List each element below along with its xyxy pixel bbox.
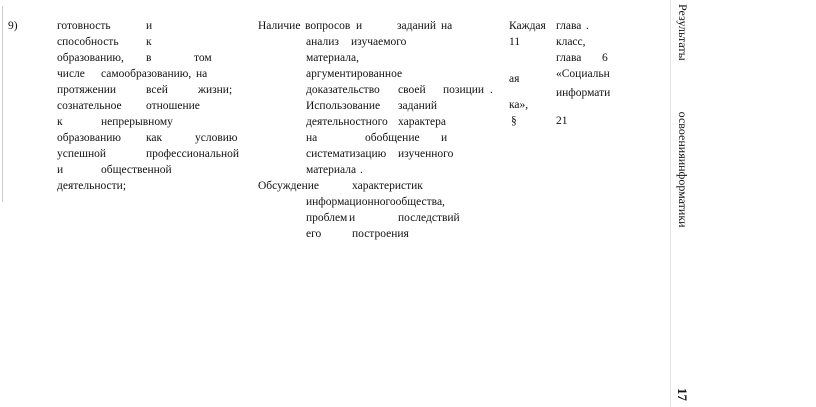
col4-word: 21 bbox=[556, 115, 568, 127]
row-number: 9) bbox=[8, 20, 18, 32]
col2-word: аргументированное bbox=[306, 68, 403, 80]
col3-word: ая bbox=[509, 73, 520, 85]
col1-word: способность bbox=[57, 36, 119, 48]
col3-word: ка», bbox=[509, 99, 529, 111]
col1-word: сознательное bbox=[57, 100, 122, 112]
col1-word: самообразованию, bbox=[101, 68, 192, 80]
col2-word: Наличие bbox=[258, 20, 301, 32]
table-right-border bbox=[670, 0, 671, 407]
col2-word: его bbox=[306, 228, 322, 240]
col4-word: . bbox=[586, 20, 589, 32]
col2-word: изученного bbox=[398, 148, 454, 160]
col2-word: Обсуждение bbox=[258, 180, 320, 192]
col1-word: образованию bbox=[57, 132, 121, 144]
col2-word: и bbox=[349, 212, 356, 224]
col1-word: и bbox=[146, 20, 153, 32]
vertical-section-label: Результаты освоенияинформатики bbox=[676, 4, 690, 228]
col2-word: на bbox=[306, 132, 318, 144]
col2-word: доказательство bbox=[306, 84, 380, 96]
col2-word: заданий bbox=[397, 20, 437, 32]
col1-word: жизни; bbox=[198, 84, 233, 96]
col1-word: деятельности; bbox=[57, 180, 127, 192]
col2-word: информационногообщества, bbox=[306, 196, 445, 208]
col2-word: проблем bbox=[306, 212, 348, 224]
col1-word: к bbox=[57, 116, 63, 128]
col3-word: 11 bbox=[509, 36, 521, 48]
page-number: 17 bbox=[675, 388, 690, 401]
col2-word: и bbox=[441, 132, 448, 144]
col2-word: своей bbox=[398, 84, 426, 96]
col2-word: позиции bbox=[443, 84, 485, 96]
col2-word: деятельностного bbox=[306, 116, 388, 128]
col4-word: «Социальн bbox=[556, 68, 610, 80]
col1-word: числе bbox=[57, 68, 85, 80]
col2-word: систематизацию bbox=[306, 148, 387, 160]
col2-word: характера bbox=[398, 116, 446, 128]
col1-word: непрерывному bbox=[101, 116, 173, 128]
col4-word: глава bbox=[556, 52, 582, 64]
col2-word: построения bbox=[352, 228, 409, 240]
col2-word: материала bbox=[306, 164, 357, 176]
col1-word: общественной bbox=[101, 164, 172, 176]
col2-word: обобщение bbox=[365, 132, 420, 144]
col4-word: класс, bbox=[556, 36, 586, 48]
col1-word: протяжении bbox=[57, 84, 117, 96]
col4-word: информати bbox=[556, 87, 611, 99]
col4-word: глава bbox=[556, 20, 582, 32]
col1-word: готовность bbox=[57, 20, 111, 32]
col1-word: отношение bbox=[146, 100, 200, 112]
col2-word: вопросов bbox=[305, 20, 351, 32]
col1-word: как bbox=[146, 132, 163, 144]
table-left-border bbox=[2, 6, 3, 202]
col1-word: том bbox=[194, 52, 212, 64]
col2-word: изучаемого bbox=[351, 36, 407, 48]
col2-word: . bbox=[490, 84, 493, 96]
col3-word: § bbox=[511, 115, 517, 127]
col1-word: профессиональной bbox=[146, 148, 240, 160]
col1-word: и bbox=[57, 164, 64, 176]
col2-word: характеристик bbox=[352, 180, 423, 192]
col4-word: 6 bbox=[602, 52, 608, 64]
col1-word: к bbox=[146, 36, 152, 48]
col2-word: анализ bbox=[306, 36, 339, 48]
col1-word: условию bbox=[195, 132, 238, 144]
col2-word: . bbox=[360, 164, 363, 176]
col3-word: Каждая bbox=[509, 20, 546, 32]
col2-word: и bbox=[356, 20, 363, 32]
col2-word: материала, bbox=[306, 52, 359, 64]
col2-word: Использование bbox=[306, 100, 381, 112]
col1-word: всей bbox=[146, 84, 168, 96]
col1-word: успешной bbox=[57, 148, 107, 160]
col1-word: образованию, bbox=[57, 52, 124, 64]
col2-word: заданий bbox=[398, 100, 438, 112]
col2-word: последствий bbox=[398, 212, 460, 224]
col1-word: в bbox=[146, 52, 152, 64]
col1-word: на bbox=[196, 68, 208, 80]
col2-word: на bbox=[441, 20, 453, 32]
